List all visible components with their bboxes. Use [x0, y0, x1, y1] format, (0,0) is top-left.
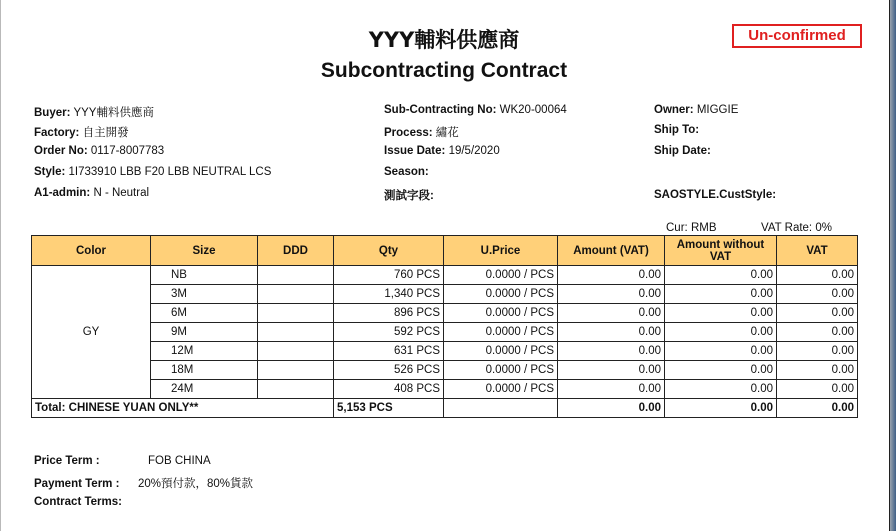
col-header-color: Color	[32, 236, 151, 266]
total-row	[32, 399, 858, 418]
owner-field	[654, 104, 738, 116]
a1admin-value: N - Neutral	[93, 187, 150, 199]
qty-cell: 631 PCS	[334, 342, 444, 361]
vat-cell: 0.00	[777, 380, 858, 399]
amount-without-vat-cell: 0.00	[665, 323, 777, 342]
vat-cell: 0.00	[777, 323, 858, 342]
size-cell: 6M	[151, 304, 258, 323]
price-cell: 0.0000 / PCS	[444, 304, 558, 323]
size-cell: 9M	[151, 323, 258, 342]
total-price-cell	[444, 399, 558, 418]
style-label: Style:	[34, 166, 66, 178]
amount-vat-cell: 0.00	[558, 380, 665, 399]
ddd-cell	[258, 342, 334, 361]
amount-vat-cell: 0.00	[558, 361, 665, 380]
test-field	[384, 187, 434, 203]
status-badge: Un-confirmed	[732, 24, 862, 48]
contract-terms-field	[34, 496, 122, 508]
order-label: Order No:	[34, 145, 88, 157]
amount-vat-cell: 0.00	[558, 266, 665, 285]
custstyle-field	[654, 189, 776, 201]
vat-rate-value: 0%	[815, 222, 832, 234]
color-cell: GY	[32, 266, 151, 399]
order-field	[34, 145, 164, 157]
vat-rate-label: VAT Rate:	[761, 222, 813, 234]
order-value: 0117-8007783	[90, 145, 165, 157]
style-value: 1I733910 LBB F20 LBB NEUTRAL LCS	[68, 166, 272, 178]
price-cell: 0.0000 / PCS	[444, 380, 558, 399]
window-border	[890, 0, 896, 531]
col-header-qty: Qty	[334, 236, 444, 266]
table-row	[32, 380, 858, 399]
items-table	[31, 235, 858, 418]
price-cell: 0.0000 / PCS	[444, 323, 558, 342]
size-cell: 12M	[151, 342, 258, 361]
total-vat: 0.00	[777, 399, 858, 418]
process-value: 繡花	[435, 127, 459, 139]
amount-without-vat-cell: 0.00	[665, 380, 777, 399]
col-header-size: Size	[151, 236, 258, 266]
price-cell: 0.0000 / PCS	[444, 361, 558, 380]
table-row	[32, 304, 858, 323]
payment-term-label: Payment Term :	[34, 478, 120, 490]
document-title: Subcontracting Contract	[320, 59, 568, 82]
ddd-cell	[258, 361, 334, 380]
ddd-cell	[258, 323, 334, 342]
qty-cell: 408 PCS	[334, 380, 444, 399]
season-field	[384, 166, 429, 178]
col-header-vat: VAT	[777, 236, 858, 266]
currency-field	[666, 222, 717, 234]
vat-cell: 0.00	[777, 361, 858, 380]
custstyle-label: SAOSTYLE.CustStyle:	[654, 189, 777, 201]
contract-terms-label: Contract Terms:	[34, 496, 122, 508]
buyer-field	[34, 104, 154, 120]
subno-field	[384, 104, 567, 116]
season-label: Season:	[384, 166, 429, 178]
size-cell: 3M	[151, 285, 258, 304]
amount-vat-cell: 0.00	[558, 304, 665, 323]
factory-label: Factory:	[34, 127, 80, 139]
vat-cell: 0.00	[777, 285, 858, 304]
table-row	[32, 342, 858, 361]
payment-term-value: 20%預付款，80%貨款	[138, 478, 254, 490]
price-cell: 0.0000 / PCS	[444, 266, 558, 285]
price-cell: 0.0000 / PCS	[444, 285, 558, 304]
subno-label: Sub-Contracting No:	[384, 104, 497, 116]
col-header-unit-price: U.Price	[444, 236, 558, 266]
ship-date-field	[654, 145, 711, 157]
test-label: 測試字段:	[384, 190, 434, 202]
qty-cell: 526 PCS	[334, 361, 444, 380]
currency-label: Cur:	[666, 222, 688, 234]
qty-cell: 1,340 PCS	[334, 285, 444, 304]
owner-value: MIGGIE	[696, 104, 739, 116]
ship-to-label: Ship To:	[654, 124, 700, 136]
currency-value: RMB	[690, 222, 717, 234]
qty-cell: 592 PCS	[334, 323, 444, 342]
ship-to-field	[654, 124, 699, 136]
size-cell: 18M	[151, 361, 258, 380]
issue-date-label: Issue Date:	[384, 145, 446, 157]
process-field	[384, 124, 459, 140]
total-qty: 5,153 PCS	[334, 399, 444, 418]
amount-without-vat-cell: 0.00	[665, 342, 777, 361]
ship-date-label: Ship Date:	[654, 145, 711, 157]
owner-label: Owner:	[654, 104, 694, 116]
a1admin-label: A1-admin:	[34, 187, 91, 199]
buyer-label: Buyer:	[34, 107, 71, 119]
price-term-field	[34, 455, 211, 467]
issue-date-value: 19/5/2020	[448, 145, 500, 157]
amount-vat-cell: 0.00	[558, 285, 665, 304]
style-field	[34, 166, 271, 178]
company-title: YYY輔料供應商	[368, 28, 520, 52]
table-row	[32, 266, 858, 285]
table-row	[32, 285, 858, 304]
amount-without-vat-cell: 0.00	[665, 285, 777, 304]
vat-cell: 0.00	[777, 342, 858, 361]
col-header-amount-without-vat: Amount without VAT	[665, 236, 777, 266]
ddd-cell	[258, 285, 334, 304]
price-term-label: Price Term :	[34, 455, 100, 467]
ddd-cell	[258, 304, 334, 323]
amount-vat-cell: 0.00	[558, 342, 665, 361]
process-label: Process:	[384, 127, 433, 139]
size-cell: NB	[151, 266, 258, 285]
ddd-cell	[258, 380, 334, 399]
amount-without-vat-cell: 0.00	[665, 304, 777, 323]
amount-without-vat-cell: 0.00	[665, 361, 777, 380]
amount-vat-cell: 0.00	[558, 323, 665, 342]
vat-rate-field	[761, 222, 832, 234]
col-header-amount-vat: Amount (VAT)	[558, 236, 665, 266]
size-cell: 24M	[151, 380, 258, 399]
table-row	[32, 361, 858, 380]
payment-term-field	[34, 475, 253, 491]
a1admin-field	[34, 187, 149, 199]
ddd-cell	[258, 266, 334, 285]
factory-value: 自主開發	[82, 127, 129, 139]
buyer-value: YYY輔料供應商	[73, 107, 154, 119]
qty-cell: 896 PCS	[334, 304, 444, 323]
factory-field	[34, 124, 129, 140]
price-cell: 0.0000 / PCS	[444, 342, 558, 361]
col-header-ddd: DDD	[258, 236, 334, 266]
vat-cell: 0.00	[777, 304, 858, 323]
vat-cell: 0.00	[777, 266, 858, 285]
subno-value: WK20-00064	[499, 104, 567, 116]
total-amount-vat: 0.00	[558, 399, 665, 418]
total-label: Total: CHINESE YUAN ONLY**	[32, 399, 334, 418]
table-header-row	[32, 236, 858, 266]
issue-date-field	[384, 145, 500, 157]
total-amount-without-vat: 0.00	[665, 399, 777, 418]
table-row	[32, 323, 858, 342]
amount-without-vat-cell: 0.00	[665, 266, 777, 285]
price-term-value: FOB CHINA	[148, 455, 211, 467]
qty-cell: 760 PCS	[334, 266, 444, 285]
